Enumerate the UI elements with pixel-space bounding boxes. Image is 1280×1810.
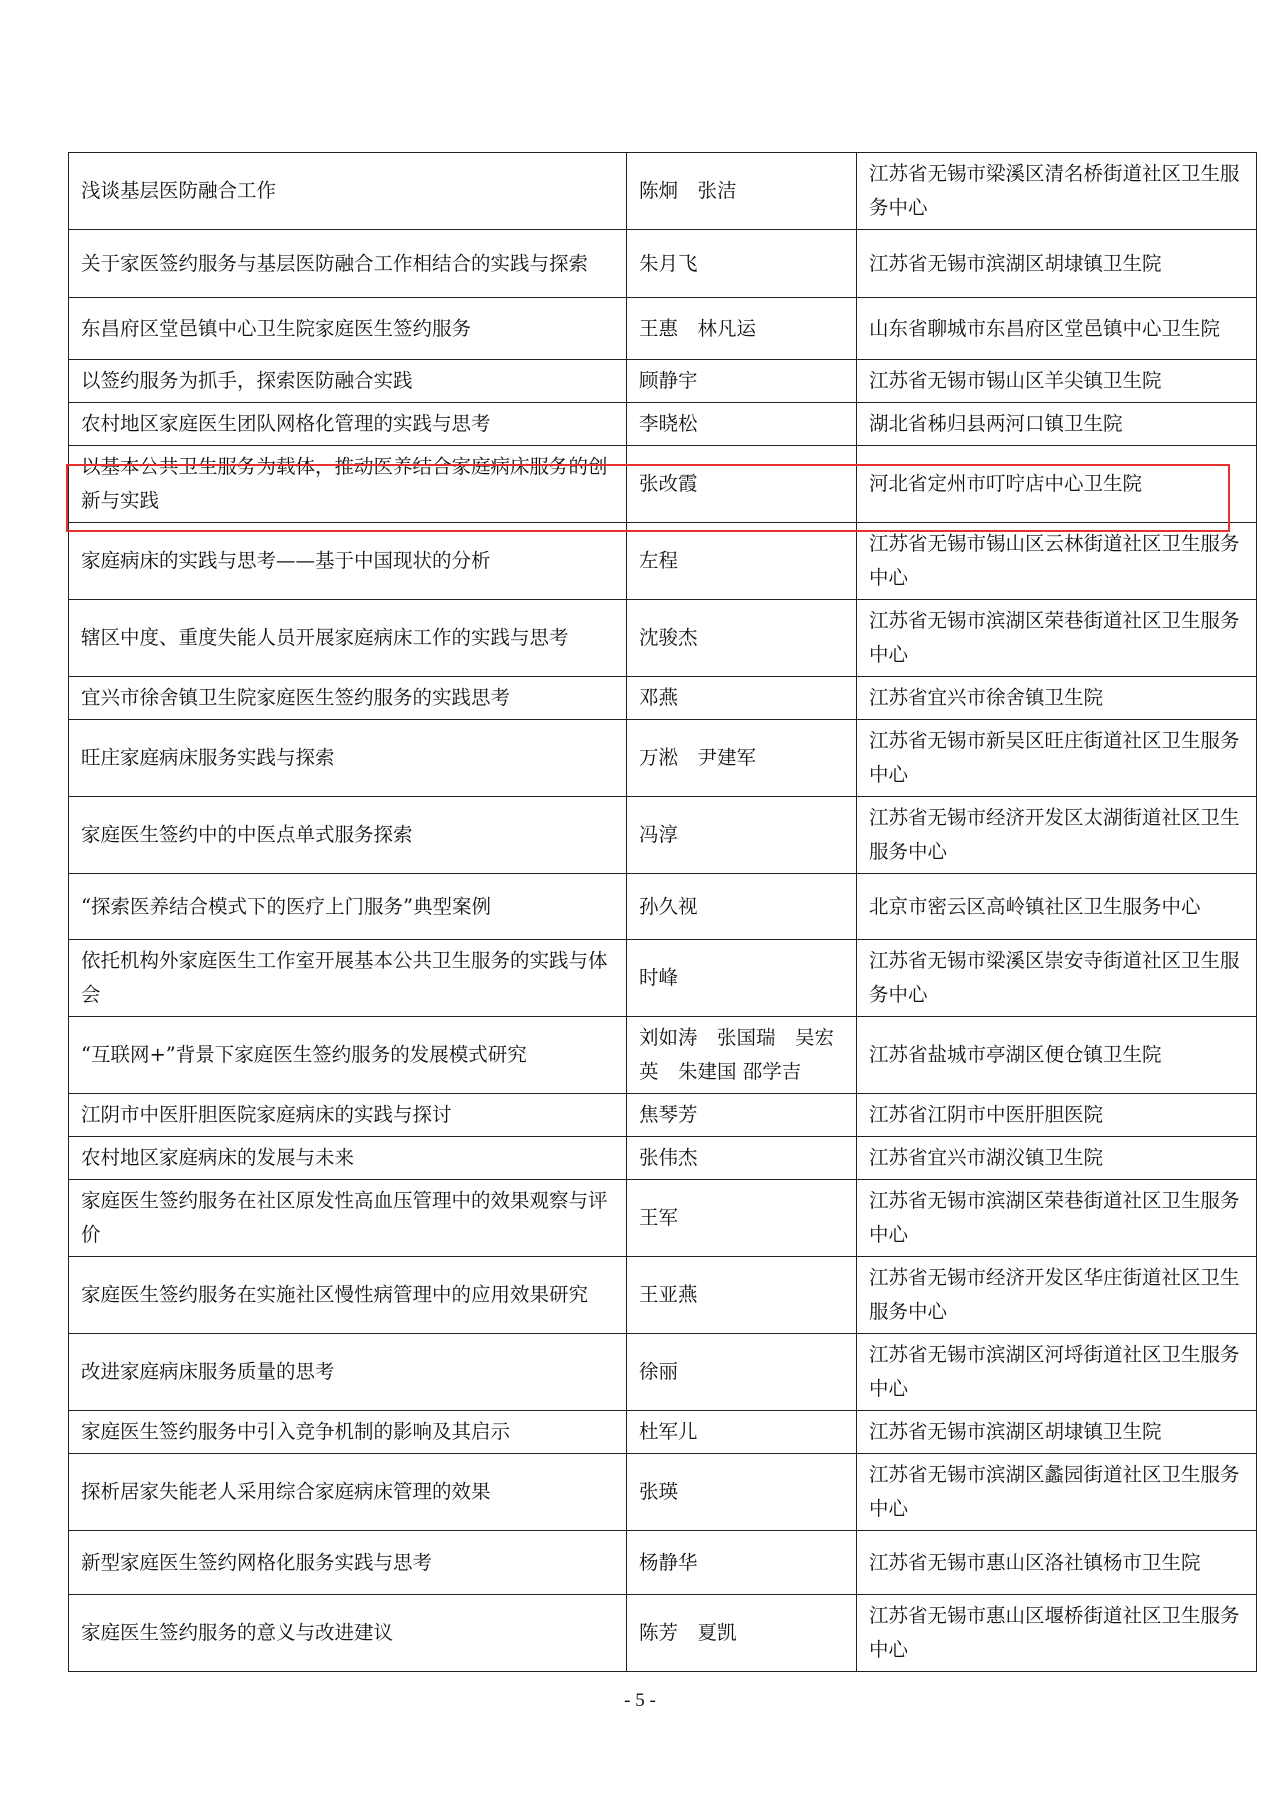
table-row bbox=[69, 1334, 1257, 1411]
paper-title-cell: “探索医养结合模式下的医疗上门服务”典型案例 bbox=[69, 874, 627, 940]
authors-cell: 沈骏杰 bbox=[627, 600, 857, 677]
paper-title-cell: 旺庄家庭病床服务实践与探索 bbox=[69, 720, 627, 797]
table-row bbox=[69, 298, 1257, 360]
authors-cell: 陈炯 张洁 bbox=[627, 153, 857, 230]
organization-cell: 江苏省无锡市滨湖区胡埭镇卫生院 bbox=[857, 1411, 1257, 1454]
table-row bbox=[69, 1257, 1257, 1334]
organization-cell: 江苏省无锡市惠山区堰桥街道社区卫生服务中心 bbox=[857, 1595, 1257, 1672]
paper-title-cell: 东昌府区堂邑镇中心卫生院家庭医生签约服务 bbox=[69, 298, 627, 360]
paper-title-cell: 辖区中度、重度失能人员开展家庭病床工作的实践与思考 bbox=[69, 600, 627, 677]
paper-title-cell: 浅谈基层医防融合工作 bbox=[69, 153, 627, 230]
authors-cell: 徐丽 bbox=[627, 1334, 857, 1411]
paper-title-cell: 农村地区家庭医生团队网格化管理的实践与思考 bbox=[69, 403, 627, 446]
organization-cell: 山东省聊城市东昌府区堂邑镇中心卫生院 bbox=[857, 298, 1257, 360]
authors-cell: 张伟杰 bbox=[627, 1137, 857, 1180]
organization-cell: 北京市密云区高岭镇社区卫生服务中心 bbox=[857, 874, 1257, 940]
organization-cell: 江苏省无锡市滨湖区胡埭镇卫生院 bbox=[857, 230, 1257, 298]
organization-cell: 江苏省宜兴市湖㳇镇卫生院 bbox=[857, 1137, 1257, 1180]
paper-title-cell: 以基本公共卫生服务为载体，推动医养结合家庭病床服务的创新与实践 bbox=[69, 446, 627, 523]
authors-cell: 时峰 bbox=[627, 940, 857, 1017]
authors-cell: 万淞 尹建军 bbox=[627, 720, 857, 797]
table-row bbox=[69, 797, 1257, 874]
paper-title-cell: 家庭医生签约服务中引入竞争机制的影响及其启示 bbox=[69, 1411, 627, 1454]
authors-cell: 王军 bbox=[627, 1180, 857, 1257]
authors-cell: 李晓松 bbox=[627, 403, 857, 446]
organization-cell: 江苏省盐城市亭湖区便仓镇卫生院 bbox=[857, 1017, 1257, 1094]
paper-title-cell: 家庭医生签约中的中医点单式服务探索 bbox=[69, 797, 627, 874]
paper-list-body bbox=[69, 153, 1257, 1672]
organization-cell: 江苏省无锡市滨湖区蠡园街道社区卫生服务中心 bbox=[857, 1454, 1257, 1531]
paper-title-cell: 家庭医生签约服务在实施社区慢性病管理中的应用效果研究 bbox=[69, 1257, 627, 1334]
organization-cell: 江苏省无锡市锡山区羊尖镇卫生院 bbox=[857, 360, 1257, 403]
paper-title-cell: 家庭医生签约服务的意义与改进建议 bbox=[69, 1595, 627, 1672]
table-row bbox=[69, 1017, 1257, 1094]
paper-title-cell: 家庭病床的实践与思考——基于中国现状的分析 bbox=[69, 523, 627, 600]
paper-title-cell: 改进家庭病床服务质量的思考 bbox=[69, 1334, 627, 1411]
organization-cell: 江苏省无锡市经济开发区华庄街道社区卫生服务中心 bbox=[857, 1257, 1257, 1334]
authors-cell: 顾静宇 bbox=[627, 360, 857, 403]
organization-cell: 江苏省无锡市滨湖区荣巷街道社区卫生服务中心 bbox=[857, 600, 1257, 677]
authors-cell: 左程 bbox=[627, 523, 857, 600]
table-row bbox=[69, 600, 1257, 677]
paper-title-cell: 江阴市中医肝胆医院家庭病床的实践与探讨 bbox=[69, 1094, 627, 1137]
table-row bbox=[69, 1531, 1257, 1595]
table-row bbox=[69, 1137, 1257, 1180]
paper-list-table bbox=[68, 152, 1257, 1672]
authors-cell: 张改霞 bbox=[627, 446, 857, 523]
table-row bbox=[69, 1094, 1257, 1137]
authors-cell: 杜军儿 bbox=[627, 1411, 857, 1454]
table-row bbox=[69, 1595, 1257, 1672]
authors-cell: 王惠 林凡运 bbox=[627, 298, 857, 360]
organization-cell: 江苏省无锡市经济开发区太湖街道社区卫生服务中心 bbox=[857, 797, 1257, 874]
authors-cell: 王亚燕 bbox=[627, 1257, 857, 1334]
table-row bbox=[69, 1411, 1257, 1454]
table-row bbox=[69, 403, 1257, 446]
paper-title-cell: 探析居家失能老人采用综合家庭病床管理的效果 bbox=[69, 1454, 627, 1531]
table-row bbox=[69, 940, 1257, 1017]
table-row bbox=[69, 446, 1257, 523]
paper-title-cell: 宜兴市徐舍镇卫生院家庭医生签约服务的实践思考 bbox=[69, 677, 627, 720]
organization-cell: 江苏省宜兴市徐舍镇卫生院 bbox=[857, 677, 1257, 720]
paper-title-cell: 农村地区家庭病床的发展与未来 bbox=[69, 1137, 627, 1180]
table-row bbox=[69, 677, 1257, 720]
organization-cell: 江苏省无锡市梁溪区清名桥街道社区卫生服务中心 bbox=[857, 153, 1257, 230]
paper-title-cell: 关于家医签约服务与基层医防融合工作相结合的实践与探索 bbox=[69, 230, 627, 298]
authors-cell: 冯淳 bbox=[627, 797, 857, 874]
authors-cell: 孙久视 bbox=[627, 874, 857, 940]
organization-cell: 江苏省无锡市滨湖区河埒街道社区卫生服务中心 bbox=[857, 1334, 1257, 1411]
paper-title-cell: 家庭医生签约服务在社区原发性高血压管理中的效果观察与评价 bbox=[69, 1180, 627, 1257]
table-row bbox=[69, 360, 1257, 403]
authors-cell: 陈芳 夏凯 bbox=[627, 1595, 857, 1672]
table-row bbox=[69, 874, 1257, 940]
table-row bbox=[69, 523, 1257, 600]
table-row bbox=[69, 720, 1257, 797]
organization-cell: 江苏省无锡市滨湖区荣巷街道社区卫生服务中心 bbox=[857, 1180, 1257, 1257]
organization-cell: 江苏省无锡市新吴区旺庄街道社区卫生服务中心 bbox=[857, 720, 1257, 797]
authors-cell: 邓燕 bbox=[627, 677, 857, 720]
organization-cell: 江苏省江阴市中医肝胆医院 bbox=[857, 1094, 1257, 1137]
table-row bbox=[69, 153, 1257, 230]
organization-cell: 江苏省无锡市锡山区云林街道社区卫生服务中心 bbox=[857, 523, 1257, 600]
page-number: - 5 - bbox=[624, 1690, 656, 1711]
organization-cell: 江苏省无锡市梁溪区崇安寺街道社区卫生服务中心 bbox=[857, 940, 1257, 1017]
table-row bbox=[69, 1180, 1257, 1257]
paper-title-cell: 依托机构外家庭医生工作室开展基本公共卫生服务的实践与体会 bbox=[69, 940, 627, 1017]
organization-cell: 河北省定州市叮咛店中心卫生院 bbox=[857, 446, 1257, 523]
authors-cell: 张瑛 bbox=[627, 1454, 857, 1531]
organization-cell: 湖北省秭归县两河口镇卫生院 bbox=[857, 403, 1257, 446]
organization-cell: 江苏省无锡市惠山区洛社镇杨市卫生院 bbox=[857, 1531, 1257, 1595]
authors-cell: 朱月飞 bbox=[627, 230, 857, 298]
authors-cell: 刘如涛 张国瑞 吴宏英 朱建国 邵学吉 bbox=[627, 1017, 857, 1094]
authors-cell: 焦琴芳 bbox=[627, 1094, 857, 1137]
authors-cell: 杨静华 bbox=[627, 1531, 857, 1595]
table-row bbox=[69, 230, 1257, 298]
table-row bbox=[69, 1454, 1257, 1531]
paper-title-cell: 新型家庭医生签约网格化服务实践与思考 bbox=[69, 1531, 627, 1595]
paper-title-cell: 以签约服务为抓手，探索医防融合实践 bbox=[69, 360, 627, 403]
paper-title-cell: “互联网+”背景下家庭医生签约服务的发展模式研究 bbox=[69, 1017, 627, 1094]
